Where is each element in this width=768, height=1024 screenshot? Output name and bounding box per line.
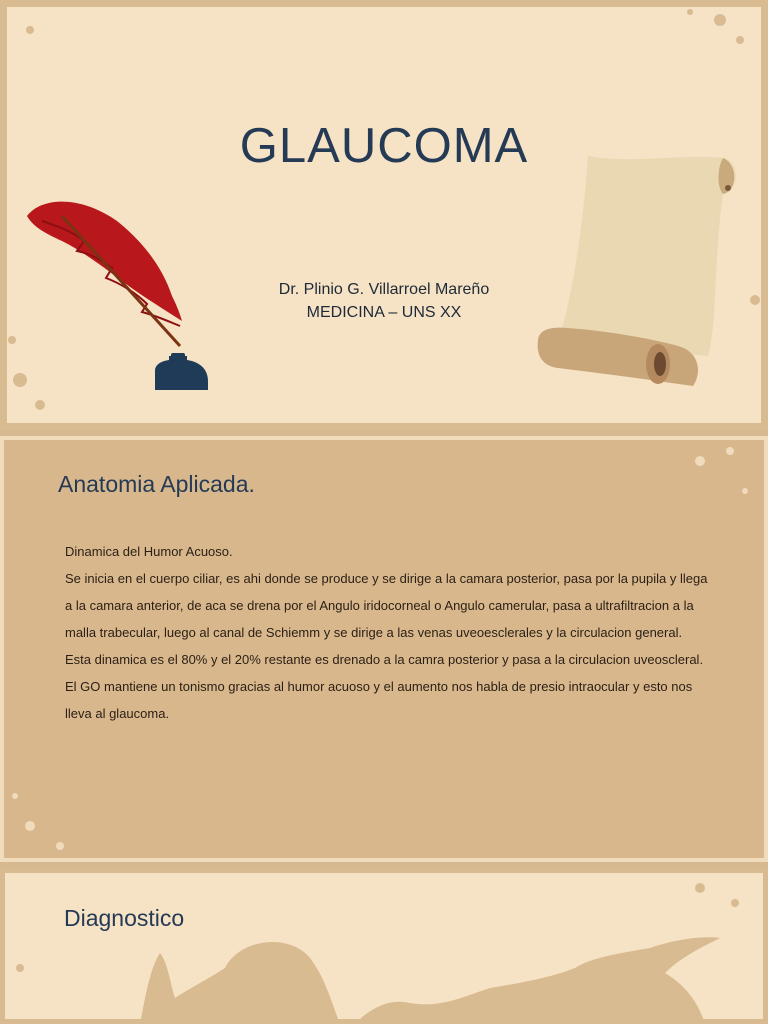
map-silhouette-decoration	[0, 928, 768, 1024]
anatomy-body	[65, 538, 715, 727]
presentation-title: GLAUCOMA	[239, 119, 529, 173]
author-name: Dr. Plinio G. Villarroel Mareño	[278, 281, 490, 298]
paragraph: Esta dinamica es el 80% y el 20% restante es drenado a la camra posterior y pasa a la circulacion uveoscleral.	[65, 652, 704, 667]
paragraph: Se inicia en el cuerpo ciliar, es ahi donde se produce y se dirige a la camara posterior, pasa por la pupila y llega a la camara anterior, de aca se drena por el Angulo iridocorneal o Angulo camerular, pasa a ultrafiltracion a la malla trabecular, luego al canal de Schiemm y se dirige a las venas uveoesclerales y la circulacion general.	[65, 571, 708, 640]
parchment-scroll-icon	[528, 146, 743, 396]
paragraph: El GO mantiene un tonismo gracias al humor acuoso y el aumento nos habla de presio intraocular y esto nos lleva al glaucoma.	[65, 679, 693, 721]
course-name: MEDICINA – UNS XX	[306, 304, 462, 321]
diagnosis-heading: Diagnostico	[64, 905, 185, 931]
anatomy-heading: Anatomia Aplicada.	[58, 471, 255, 497]
quill-inkwell-icon	[22, 196, 217, 396]
paragraph: Dinamica del Humor Acuoso.	[65, 544, 233, 559]
